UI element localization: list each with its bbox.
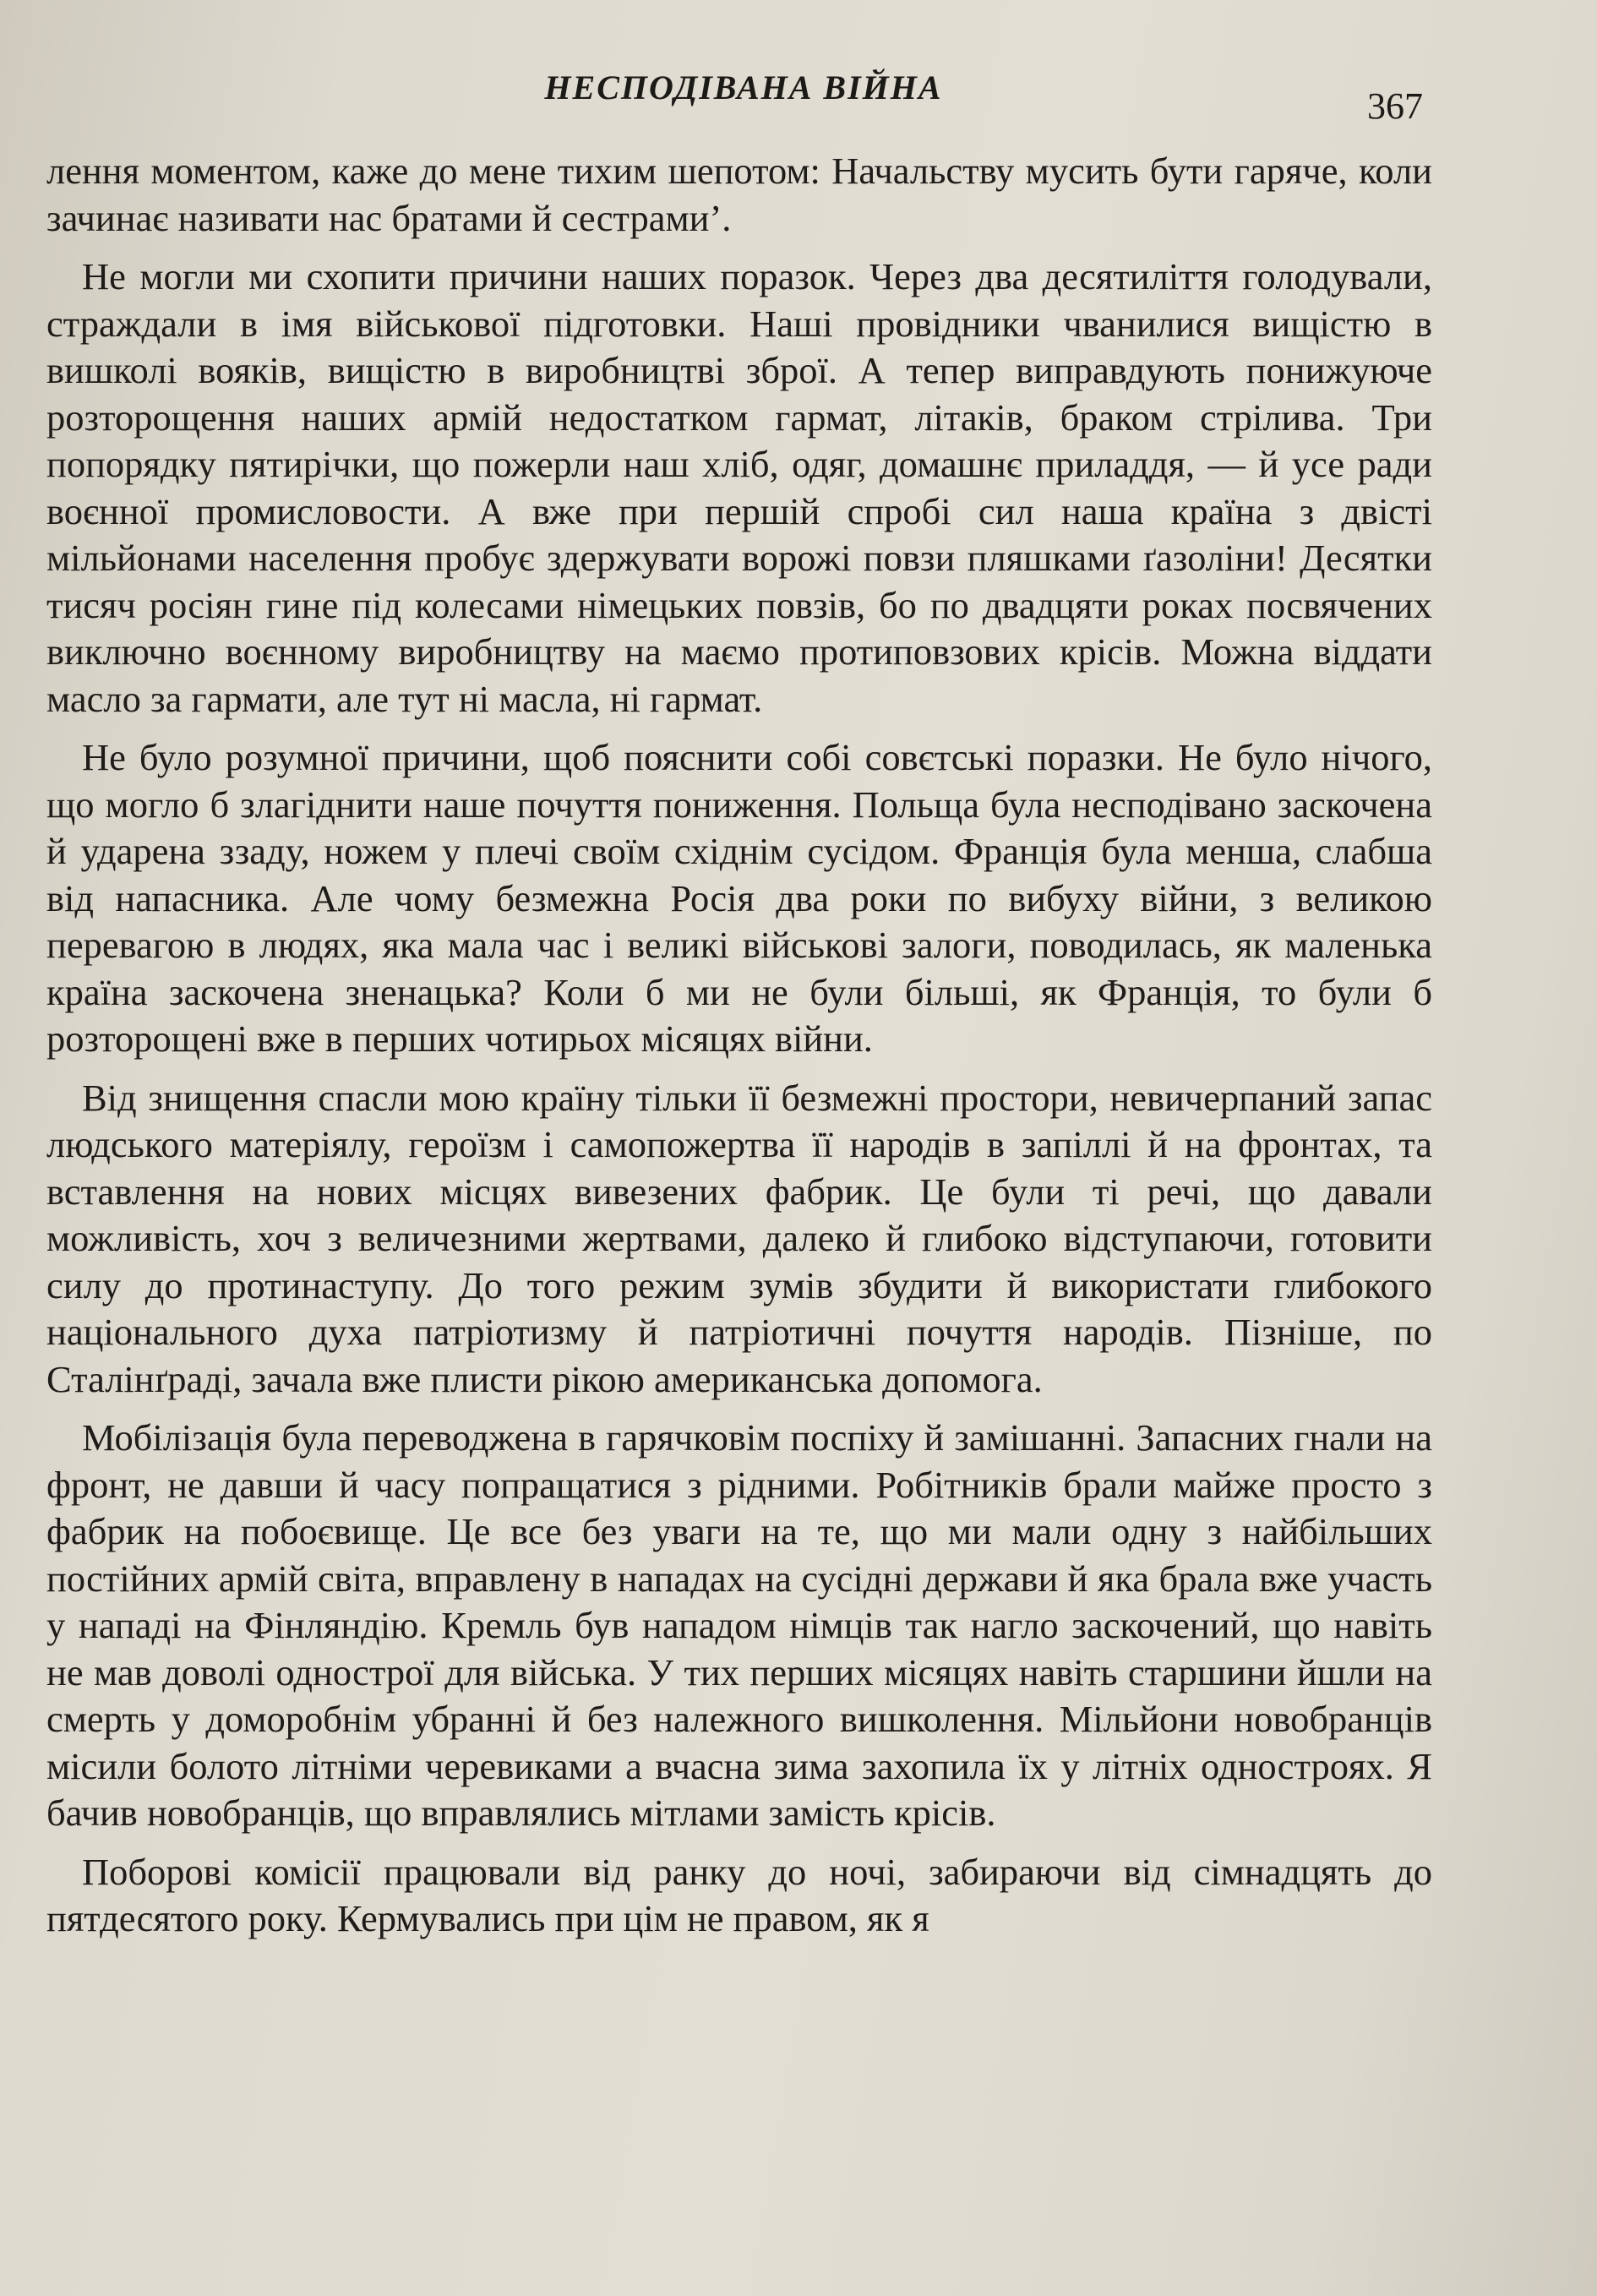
body-text	[46, 148, 1432, 1943]
paragraph-draft-boards: Поборові комісії працювали від ранку до ночі, забираючи від сімнадцять до пятдесятого року. Кермувались при цім не правом, як я	[46, 1850, 1432, 1939]
paragraph-no-reason: Не було розумної причини, щоб пояснити собі совєтські поразки. Не було нічого, що могло б злагіднити наше почуття пониження. Польща була несподівано заскочена й ударена ззаду, ножем у плечі своїм східнім сусідом. Франція була менша, слабша від напасника. Але чому безмежна Росія два роки по вибуху війни, з великою перевагою в людях, яка мала час і великі військові залоги, поводилась, як маленька країна заскочена зненацька? Коли б ми не були більші, як Франція, то були б розторощені вже в перших чотирьох місяцях війни.	[46, 736, 1432, 1060]
paragraph-mobilization: Мобілізація була переводжена в гарячковім поспіху й замішанні. Запасних гнали на фронт, не давши й часу попращатися з рідними. Робітників брали майже просто з фабрик на побоєвище. Це все без уваги на те, що ми мали одну з найбільших постійних армій світа, вправлену в нападах на сусідні держави й яка брала вже участь у нападі на Фінляндію. Кремль був нападом німців так нагло заскочений, що навіть не мав доволі однострої для війська. У тих перших місяцях навіть старшини йшли на смерть у доморобнім убранні й без належного вишколення. Мільйони новобранців місили болото літніми черевиками а вчасна зима захопила їх у літніх однострoях. Я бачив новобранців, що вправлялись мітлами замість крісів.	[46, 1416, 1432, 1834]
paragraph-continued: лення моментом, каже до мене тихим шепотом: Начальству мусить бути гаряче, коли зачинає називати нас братами й сестрами’.	[46, 150, 1432, 239]
running-title: НЕСПОДІВАНА ВІЙНА	[544, 68, 943, 106]
paragraph-salvation: Від знищення спасли мою країну тільки її безмежні простори, невичерпаний запас людського матеріялу, героїзм і самопожертва її народів в запіллі й на фронтах, та вставлення на нових місцях вивезених фабрик. Це були ті речі, що давали можливість, хоч з величезними жертвами, далеко й глибоко відступаючи, готовити силу до протинаступу. До того режим зумів збудити й використати глибокого національного духа патріотизму й патріотичні почуття народів. Пізніше, по Сталінґраді, зачала вже плисти рікою американська допомога.	[46, 1076, 1432, 1400]
paragraph-defeats: Не могли ми схопити причини наших поразок. Через два десятиліття голодували, страждали в імя військової підготовки. Наші провідники чванилися вищістю в вишколі вояків, вищістю в виробництві зброї. А тепер виправдують понижуюче розторощення наших армій недостатком гармат, літаків, браком стрілива. Три попорядку пятирічки, що пожерли наш хліб, одяг, домашнє приладдя, — й усе ради воєнної промисловости. А вже при першій спробі сил наша країна з двісті мільйонами населення пробує здержувати ворожі повзи пляшками ґазоліни! Десятки тисяч росіян гине під колесами німецьких повзів, бо по двадцяти роках посвячених виключно воєнному виробництву на маємо протиповзових крісів. Можна віддати масло за гармати, але тут ні масла, ні гармат.	[46, 255, 1432, 720]
page-number: 367	[1367, 85, 1423, 127]
